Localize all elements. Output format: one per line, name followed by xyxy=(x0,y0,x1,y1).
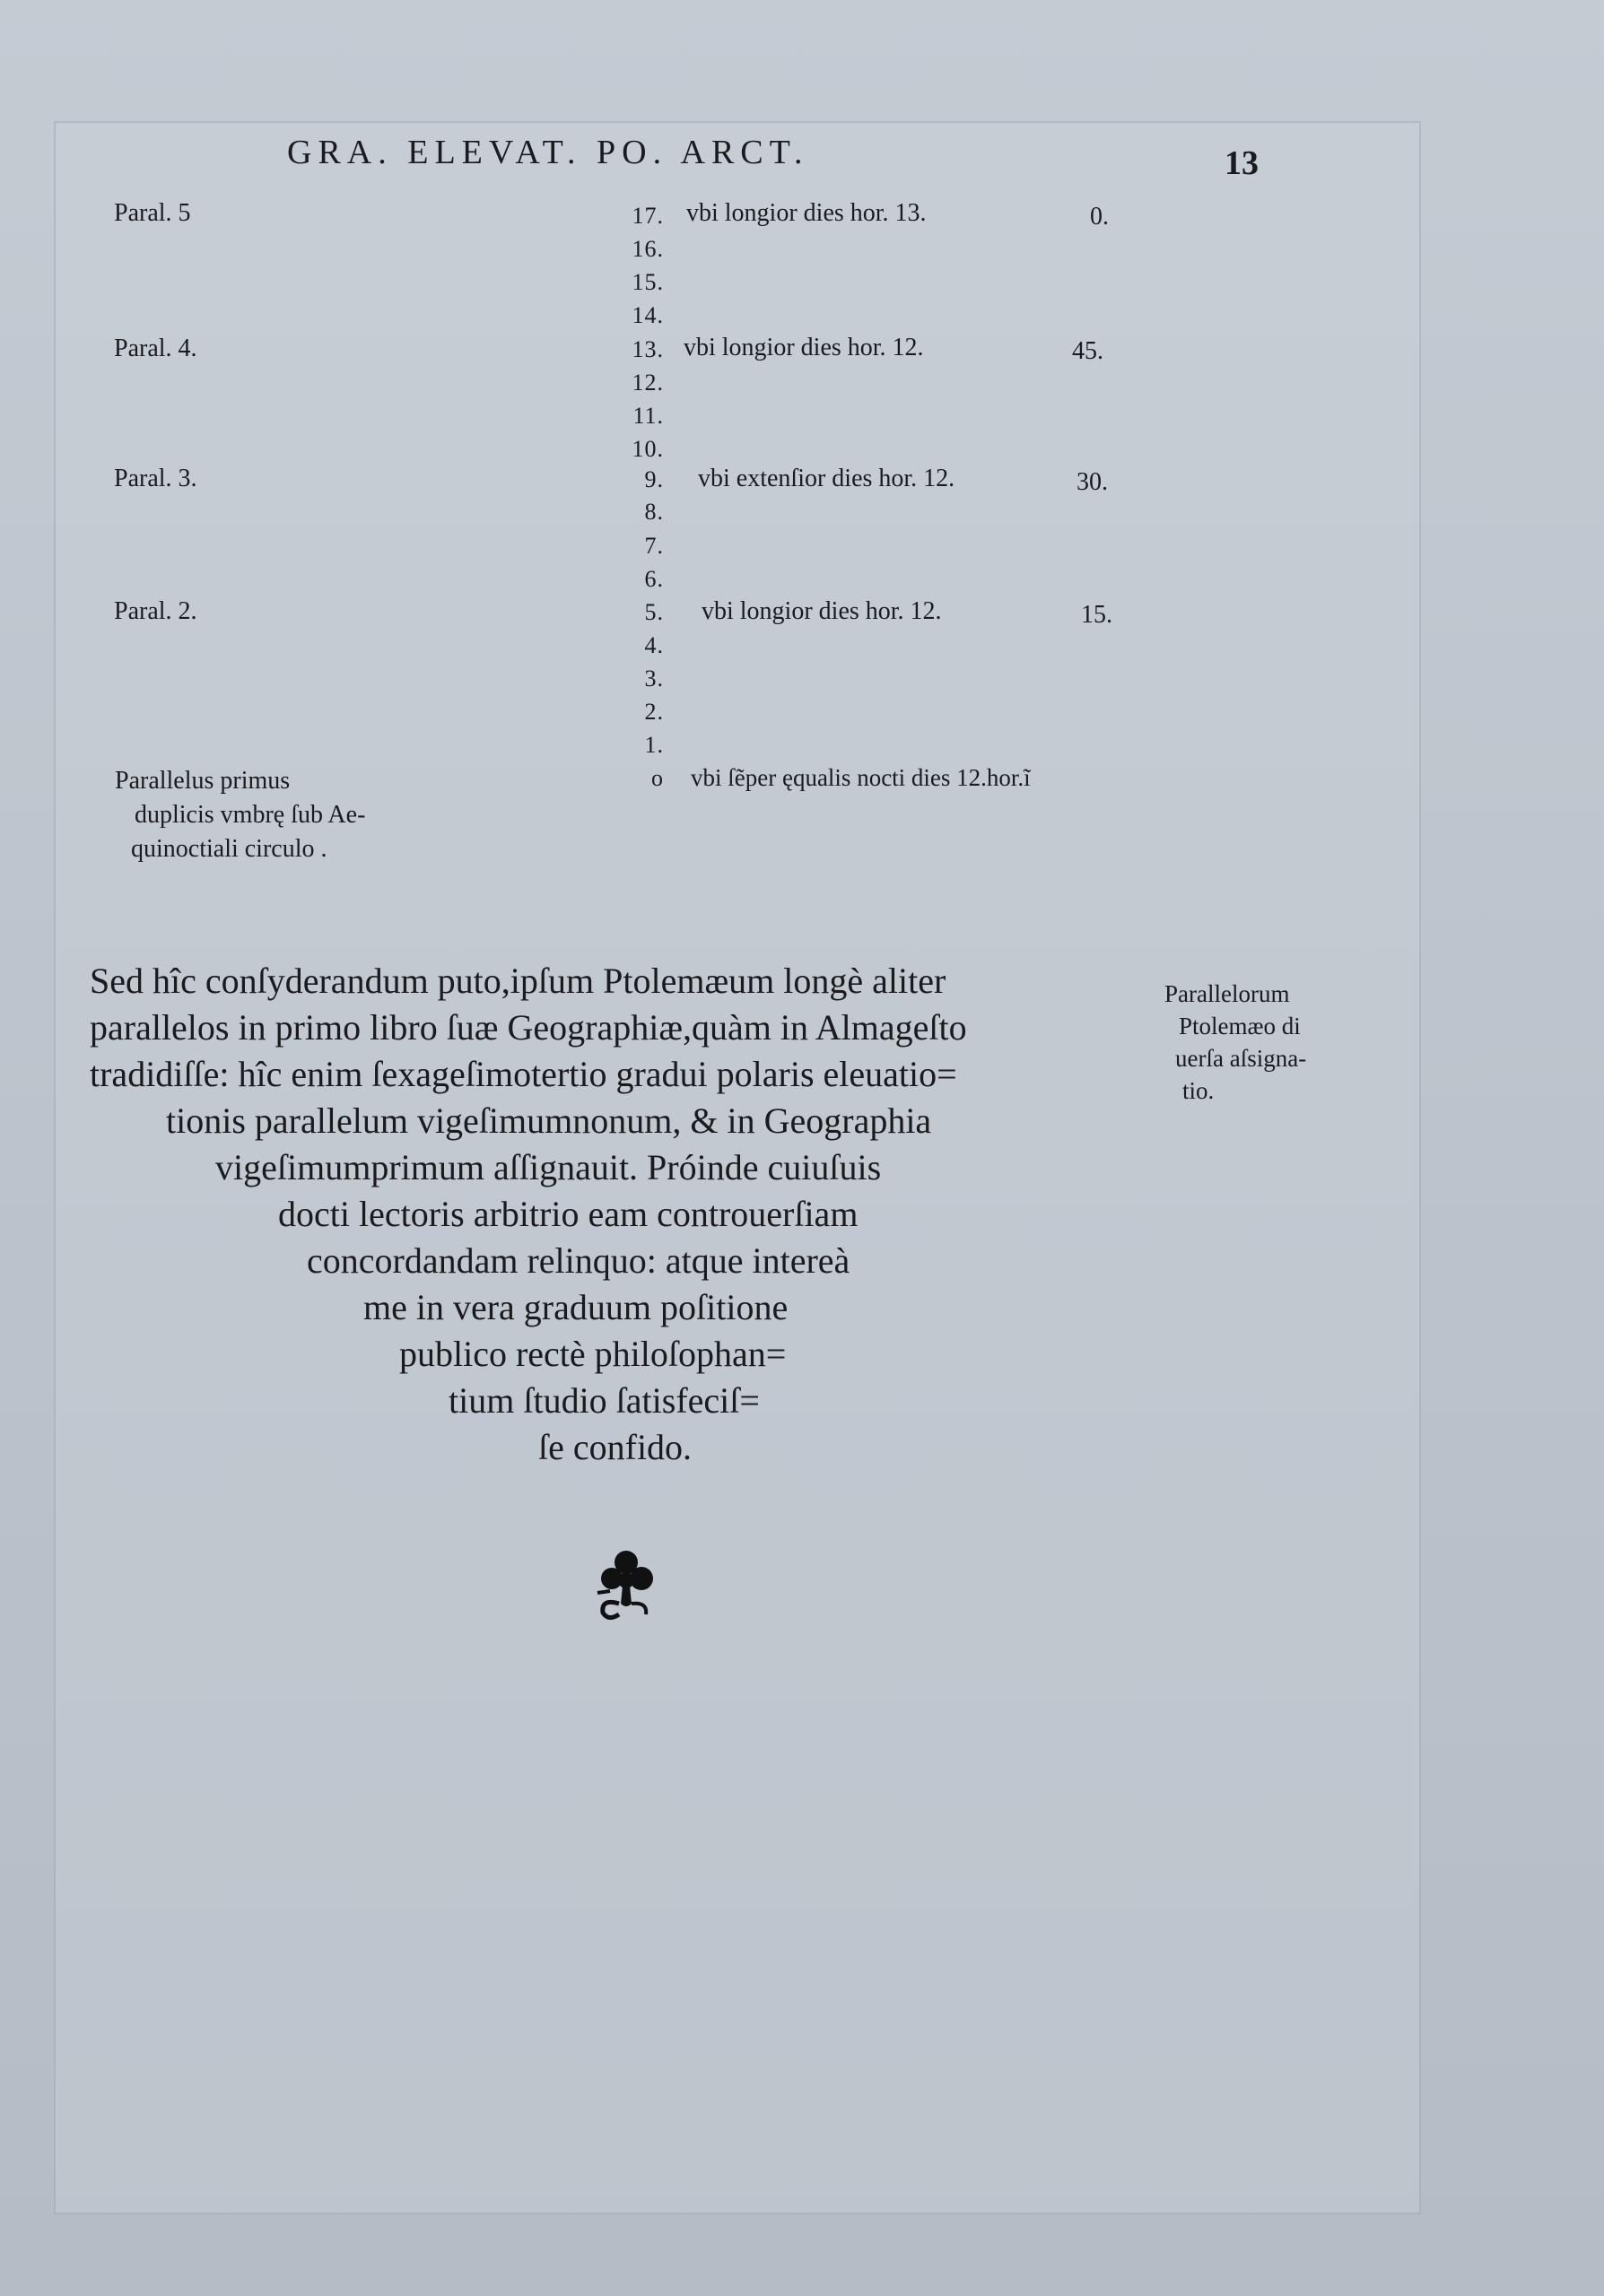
degree-value: 8. xyxy=(644,499,664,525)
day-length-text: vbi longior dies hor. 12. xyxy=(702,597,942,625)
degree-value: 12. xyxy=(632,370,664,396)
text-line: concordandam relinquo: atque intereà xyxy=(307,1240,850,1281)
first-parallel-label xyxy=(115,764,365,866)
degree-value: o xyxy=(651,765,664,791)
day-length-text: vbi ſẽper ęqualis nocti dies 12.hor.ĩ xyxy=(691,764,1031,791)
text-line: me in vera graduum poſitione xyxy=(363,1287,789,1327)
first-parallel-line: duplicis vmbrę ſub Ae- xyxy=(135,801,366,829)
parallel-label: Paral. 4. xyxy=(114,335,197,362)
text-line: tium ſtudio ſatisfeciſ= xyxy=(449,1380,760,1421)
degree-value: 10. xyxy=(632,436,664,462)
parallel-label: Paral. 5 xyxy=(114,199,191,227)
degree-value: 13. xyxy=(632,336,664,362)
degree-value: 17. xyxy=(632,203,664,229)
text-line: tradidiſſe: hîc enim ſexageſimotertio gradui polaris eleuatio= xyxy=(90,1054,957,1094)
minutes-value: 15. xyxy=(1081,601,1112,629)
margin-note-line: uerſa aſsigna- xyxy=(1175,1045,1307,1072)
day-length-text: vbi extenſior dies hor. 12. xyxy=(698,465,955,492)
first-parallel-line: quinoctiali circulo . xyxy=(131,835,327,863)
degree-value: 4. xyxy=(644,632,664,658)
minutes-value: 45. xyxy=(1072,337,1103,365)
margin-note-line: Parallelorum xyxy=(1164,980,1290,1007)
text-line: tionis parallelum vigeſimumnonum, & in Geographia xyxy=(166,1100,932,1141)
degree-value: 1. xyxy=(644,732,664,758)
degree-value: 2. xyxy=(644,699,664,725)
degree-value: 6. xyxy=(644,566,664,592)
text-line: publico rectè philoſophan= xyxy=(399,1334,787,1374)
text-line: docti lectoris arbitrio eam controuerſiam xyxy=(278,1194,859,1234)
text-line: Sed hîc conſyderandum puto,ipſum Ptolemæum longè aliter xyxy=(90,961,946,1001)
text-line: parallelos in primo libro ſuæ Geographiæ,quàm in Almageſto xyxy=(90,1007,967,1048)
parallel-label: Paral. 2. xyxy=(114,597,197,625)
degree-value: 9. xyxy=(644,466,664,492)
day-length-text: vbi longior dies hor. 12. xyxy=(684,334,924,361)
day-length-text: vbi longior dies hor. 13. xyxy=(686,199,927,227)
degree-value: 14. xyxy=(632,302,664,328)
degree-value: 5. xyxy=(644,599,664,625)
margin-note-line: Ptolemæo di xyxy=(1179,1013,1301,1039)
degree-value: 3. xyxy=(644,665,664,691)
degree-value: 7. xyxy=(644,533,664,559)
main-paragraph xyxy=(90,958,1157,1471)
minutes-value: 30. xyxy=(1077,468,1108,496)
degree-value: 16. xyxy=(632,236,664,262)
parallel-label: Paral. 3. xyxy=(114,465,197,492)
margin-note xyxy=(1164,978,1306,1107)
text-line: ſe confido. xyxy=(538,1427,693,1467)
first-parallel-line: Parallelus primus xyxy=(115,767,291,795)
page-number: 13 xyxy=(1225,144,1259,182)
text-line: vigeſimumprimum aſſignauit. Próinde cuiuſuis xyxy=(215,1147,882,1187)
degree-value: 15. xyxy=(632,269,664,295)
running-title: GRA. ELEVAT. PO. ARCT. xyxy=(287,134,809,171)
minutes-value: 0. xyxy=(1090,203,1109,230)
fleuron-icon xyxy=(592,1543,664,1623)
margin-note-line: tio. xyxy=(1182,1077,1215,1104)
degree-value: 11. xyxy=(632,403,664,429)
